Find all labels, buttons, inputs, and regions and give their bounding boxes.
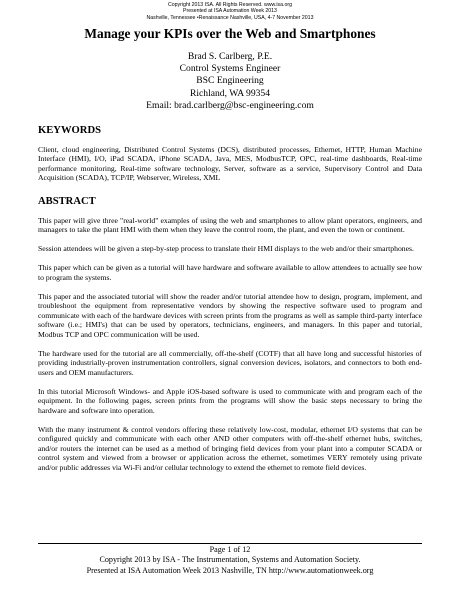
- abstract-paragraph-6: In this tutorial Microsoft Windows- and Apple iOS-based software is used to communicate with and program each of the equipment. In the following pages, screen prints from the programs will show the basic steps necessary to bring the hardware and software into operation.: [38, 386, 422, 415]
- page-number: Page 1 of 12: [209, 545, 251, 554]
- author-role: Control Systems Engineer: [179, 63, 281, 75]
- abstract-paragraph-3: This paper which can be given as a tutorial will have hardware and software available to allow attendees to actually see how to program the systems.: [38, 263, 422, 282]
- abstract-paragraph-5: The hardware used for the tutorial are all commercially, off-the-shelf (COTF) that all have long and successful histories of providing industrially-proven instrumentation controllers, signal conversion devices, isolators, and connectors to both end-users and OEM manufacturers.: [38, 348, 422, 377]
- author-location: Richland, WA 99354: [189, 87, 271, 99]
- footer-presented: Presented at ISA Automation Week 2013 Nashville, TN http://www.automationweek.org: [86, 565, 374, 575]
- abstract-heading: ABSTRACT: [38, 195, 96, 207]
- keywords-heading: KEYWORDS: [38, 124, 101, 136]
- author-name: Brad S. Carlberg, P.E.: [187, 50, 273, 62]
- abstract-paragraph-7: With the many instrument & control vendors offering these relatively low-cost, modular, ethernet I/O systems that can be configured quickly and communicate with each other AND other computers with off-the-shelf ethernet hubs, switches, and/or routers the internet can be used as a method of bringing field devices from your plant into a computer SCADA or control system and viewed from a browser or application across the ethernet, sometimes VERY remotely using private and/or public addresses via Wi-Fi and/or cellular technology to extend the ethernet to remote field devices.: [38, 424, 422, 472]
- author-company: BSC Engineering: [196, 75, 264, 87]
- abstract-paragraph-2: Session attendees will be given a step-by-step process to translate their HMI displays to the web and/or their smartphones.: [38, 244, 414, 254]
- author-block: [38, 51, 422, 112]
- footer-divider: [38, 543, 422, 544]
- page-footer: [38, 545, 422, 576]
- header-location-line: Nashville, Tennessee •Renaissance Nashville, USA, 4-7 November 2013: [146, 14, 314, 21]
- keywords-text: Client, cloud engineering, Distributed Control Systems (DCS), distributed processes, Ethernet, HTTP, Human Machine Interface (HMI), I/O, iPad SCADA, iPhone SCADA, Java, MES, ModbusTCP, OPC, real-time dashboards, Real-time performance monitoring, Real-time software technology, Server, software as a service, Supervisory Control and Data Acquisition (SCADA), TCP/IP, Webserver, Wireless, XML: [38, 144, 422, 183]
- footer-copyright: Copyright 2013 by ISA - The Instrumentation, Systems and Automation Society.: [99, 555, 361, 565]
- header-copyright-line: Copyright 2013 ISA. All Rights Reserved. www.isa.org: [168, 2, 292, 8]
- author-email: Email: brad.carlberg@bsc-engineering.com: [146, 99, 314, 111]
- header-presented-line: Presented at ISA Automation Week 2013: [183, 8, 277, 15]
- abstract-paragraph-1: This paper will give three "real-world" examples of using the web and smartphones to allow plant operators, engineers, and managers to take the plant HMI with them when they leave the control room, the plant, and even the town or continent.: [38, 215, 422, 235]
- abstract-paragraph-4: This paper and the associated tutorial will show the reader and/or tutorial attendee how to design, program, implement, and troubleshoot the equipment from representative vendors by showing the respective software used to program and communicate with each of the hardware devices with screen prints from the programs as well as sample third-party interface software (i.e.; HMI's) that can be used by operators, technicians, engineers, and managers. In this paper and tutorial, Modbus TCP and OPC communication will be used.: [38, 291, 422, 339]
- paper-title: Manage your KPIs over the Web and Smartphones: [84, 25, 376, 41]
- copyright-header: [38, 0, 422, 21]
